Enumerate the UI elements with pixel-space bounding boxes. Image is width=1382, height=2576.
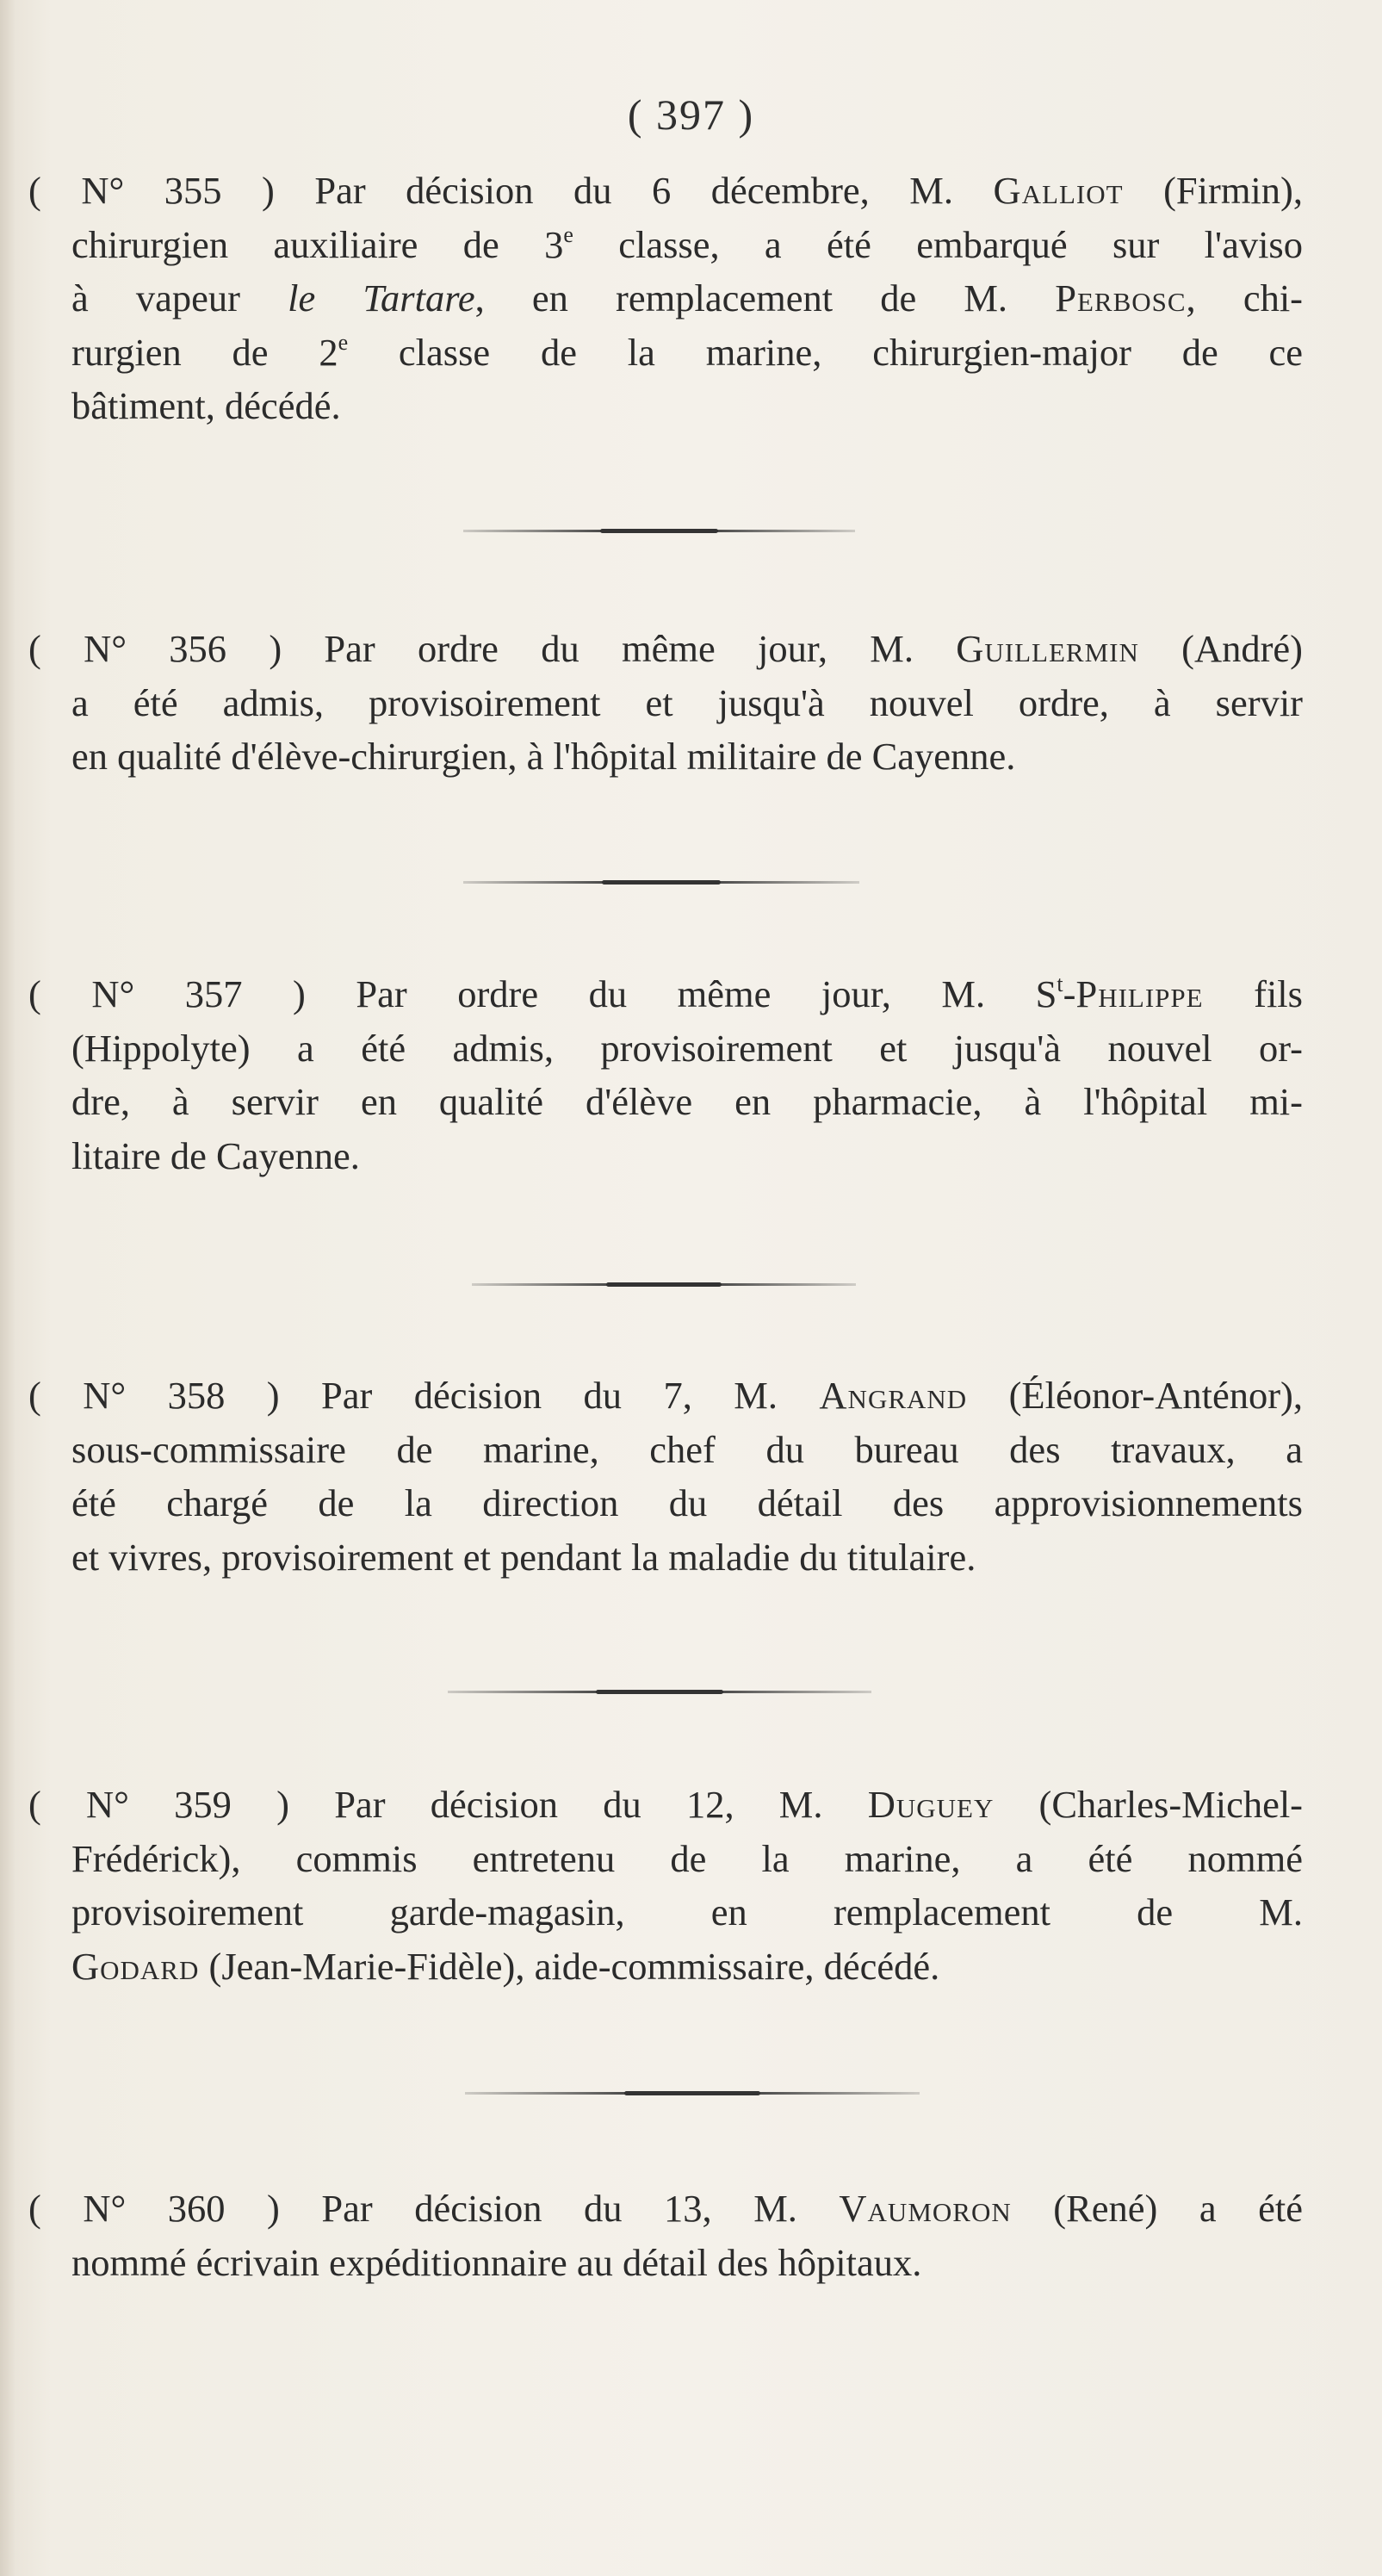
- text-run: classe de la marine, chirurgien-major de ce: [348, 330, 1304, 374]
- text-run: été chargé de la direction du détail des approvisionnements: [71, 1481, 1303, 1524]
- text-run: ( N° 359 ) Par décision du 12, M.: [28, 1783, 868, 1826]
- entry-line: [28, 1075, 1303, 1129]
- text-run: ( N° 360 ) Par décision du 13, M.: [28, 2187, 840, 2230]
- entry-line: [28, 1476, 1303, 1530]
- text-run: à vapeur: [71, 276, 288, 320]
- text-run: classe, a été embarqué sur l'aviso: [573, 222, 1304, 266]
- text-run: Frédérick), commis entretenu de la marine, a été nommé: [71, 1836, 1303, 1880]
- entry-line: [28, 1021, 1303, 1076]
- text-run: fils: [1203, 972, 1303, 1015]
- text-run: (René) a été: [1011, 2187, 1303, 2230]
- section-divider-5: [465, 2092, 920, 2095]
- text-run: provisoirement garde-magasin, en remplacement de M.: [71, 1890, 1303, 1934]
- entry-line: [28, 218, 1303, 272]
- text-run: a été admis, provisoirement et jusqu'à nouvel ordre, à servir: [71, 680, 1303, 724]
- text-run: dre, à servir en qualité d'élève en pharmacie, à l'hôpital mi-: [71, 1080, 1303, 1123]
- surname: Perbosc: [1055, 276, 1187, 320]
- text-run: sous-commissaire de marine, chef du bureau des travaux, a: [71, 1427, 1303, 1471]
- text-run: en qualité d'élève-chirurgien, à l'hôpital militaire de Cayenne.: [71, 735, 1016, 778]
- text-run: ( N° 357 ) Par ordre du même jour, M. S: [28, 972, 1057, 1015]
- entry-line: [28, 967, 1303, 1021]
- text-run: -: [1063, 972, 1076, 1015]
- section-divider-3: [472, 1283, 856, 1286]
- entry-358: [28, 1369, 1303, 1584]
- entry-line: [28, 1832, 1303, 1886]
- superscript: e: [563, 221, 573, 247]
- surname: Duguey: [867, 1783, 995, 1826]
- entry-line: [28, 729, 1303, 784]
- text-run: et vivres, provisoirement et pendant la maladie du titulaire.: [71, 1535, 976, 1579]
- text-run: (Jean-Marie-Fidèle), aide-commissaire, décédé.: [199, 1944, 940, 1988]
- text-run: (André): [1138, 627, 1303, 670]
- entry-line: [28, 2236, 1303, 2290]
- entry-line: [28, 1129, 1303, 1183]
- entry-line: [28, 1369, 1303, 1423]
- text-run: rurgien de 2: [71, 330, 338, 374]
- entry-line: [28, 1885, 1303, 1940]
- text-run: ( N° 358 ) Par décision du 7, M.: [28, 1374, 820, 1417]
- entry-line: [28, 164, 1303, 218]
- surname: Philippe: [1075, 972, 1204, 1015]
- entry-line: [28, 1423, 1303, 1477]
- text-run: (Charles-Michel-: [994, 1783, 1303, 1826]
- entry-355: [28, 164, 1303, 433]
- text-run: bâtiment, décédé.: [71, 384, 341, 427]
- entry-line: [28, 1530, 1303, 1585]
- entry-line: [28, 326, 1303, 380]
- entry-line: [28, 1940, 1303, 1994]
- page-spine-shadow: [0, 0, 15, 2576]
- entry-357: [28, 967, 1303, 1182]
- surname: Angrand: [819, 1374, 968, 1417]
- entry-line: [28, 2182, 1303, 2236]
- section-divider-4: [448, 1691, 871, 1693]
- superscript: e: [338, 329, 349, 355]
- text-run: ( N° 355 ) Par décision du 6 décembre, M.: [28, 169, 994, 212]
- entry-359: [28, 1778, 1303, 1993]
- ship-name: le Tartare: [288, 276, 475, 320]
- superscript: t: [1057, 971, 1063, 996]
- section-divider-1: [463, 530, 855, 532]
- entry-line: [28, 271, 1303, 326]
- surname: Guillermin: [956, 627, 1139, 670]
- text-run: chirurgien auxiliaire de 3: [71, 222, 564, 266]
- entry-line: [28, 379, 1303, 433]
- text-run: (Hippolyte) a été admis, provisoirement et jusqu'à nouvel or-: [71, 1026, 1303, 1070]
- entry-360: [28, 2182, 1303, 2289]
- text-run: (Firmin),: [1123, 169, 1303, 212]
- text-run: (Éléonor-Anténor),: [967, 1374, 1303, 1417]
- entry-line: [28, 1778, 1303, 1832]
- surname: Godard: [71, 1944, 200, 1988]
- text-run: , chi-: [1186, 276, 1303, 320]
- entry-356: [28, 622, 1303, 784]
- page-number: ( 397 ): [627, 90, 755, 139]
- text-run: litaire de Cayenne.: [71, 1133, 360, 1177]
- text-run: ( N° 356 ) Par ordre du même jour, M.: [28, 627, 957, 670]
- text-run: , en remplacement de M.: [474, 276, 1056, 320]
- surname: Vaumoron: [839, 2187, 1012, 2230]
- entry-line: [28, 676, 1303, 730]
- entry-line: [28, 622, 1303, 676]
- text-run: nommé écrivain expéditionnaire au détail des hôpitaux.: [71, 2240, 922, 2284]
- surname: Galliot: [993, 169, 1124, 212]
- section-divider-2: [463, 881, 859, 884]
